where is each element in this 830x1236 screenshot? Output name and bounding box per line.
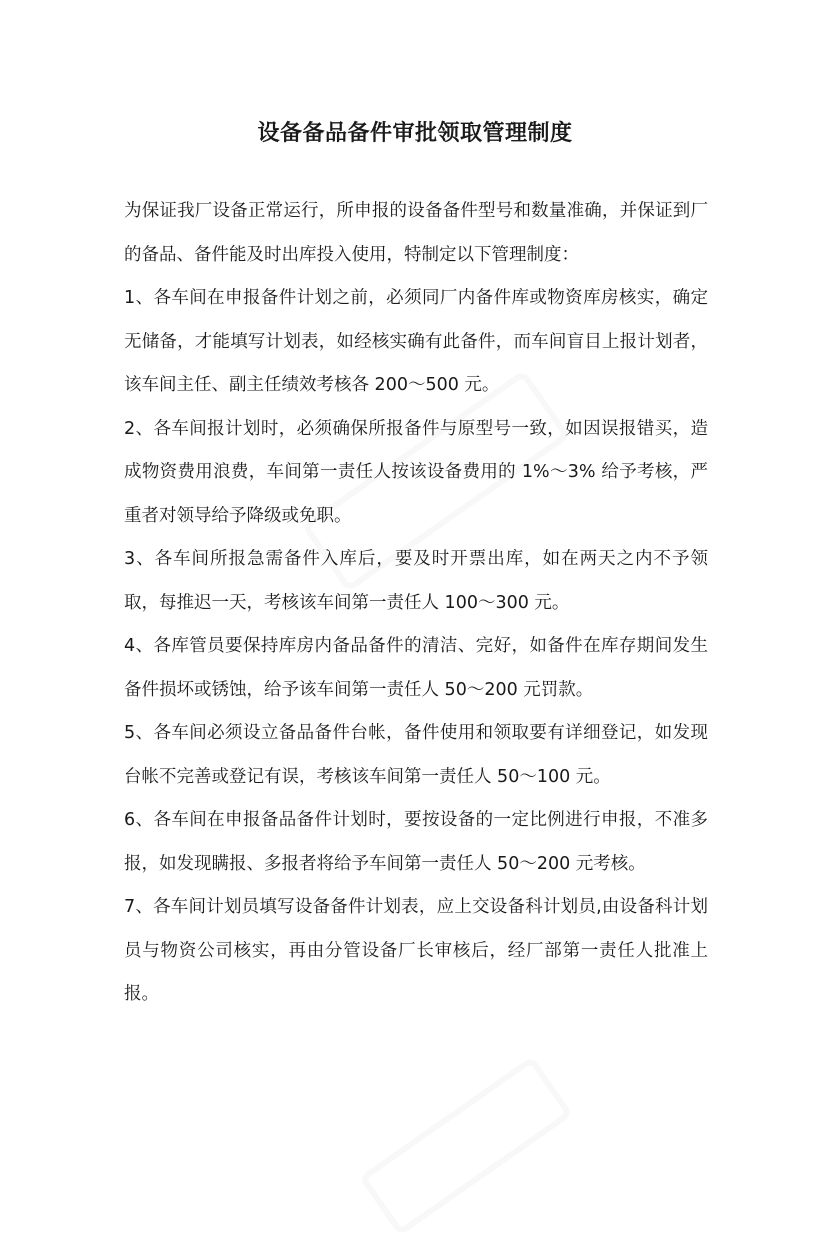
rule-paragraph-3: 3、各车间所报急需备件入库后，要及时开票出库，如在两天之内不予领取，每推迟一天，考核该车间第一责任人 100～300 元。	[124, 549, 708, 613]
rule-paragraph-1: 1、各车间在申报备件计划之前，必须同厂内备件库或物资库房核实，确定无储备，才能填写计划表，如经核实确有此备件，而车间盲目上报计划者，该车间主任、副主任绩效考核各 200～500 元。	[124, 288, 708, 395]
watermark-stamp	[359, 1056, 574, 1236]
document-title: 设备备品备件审批领取管理制度	[257, 121, 573, 146]
rule-paragraph-7: 7、各车间计划员填写设备备件计划表，应上交设备科计划员,由设备科计划员与物资公司核实，再由分管设备厂长审核后，经厂部第一责任人批准上报。	[124, 897, 708, 1004]
rule-paragraph-4: 4、各库管员要保持库房内备品备件的清洁、完好，如备件在库存期间发生备件损坏或锈蚀，给予该车间第一责任人 50～200 元罚款。	[124, 636, 708, 700]
rule-paragraph-2: 2、各车间报计划时，必须确保所报备件与原型号一致，如因误报错买，造成物资费用浪费，车间第一责任人按该设备费用的 1%～3% 给予考核，严重者对领导给予降级或免职。	[124, 418, 708, 526]
rule-paragraph-6: 6、各车间在申报备品备件计划时，要按设备的一定比例进行申报，不准多报，如发现瞒报、多报者将给予车间第一责任人 50～200 元考核。	[124, 810, 708, 874]
rule-paragraph-5: 5、各车间必须设立备品备件台帐，备件使用和领取要有详细登记，如发现台帐不完善或登记有误，考核该车间第一责任人 50～100 元。	[124, 723, 708, 787]
intro-paragraph: 为保证我厂设备正常运行，所申报的设备备件型号和数量准确，并保证到厂的备品、备件能及时出库投入使用，特制定以下管理制度：	[124, 201, 708, 265]
document-body	[124, 190, 708, 1017]
